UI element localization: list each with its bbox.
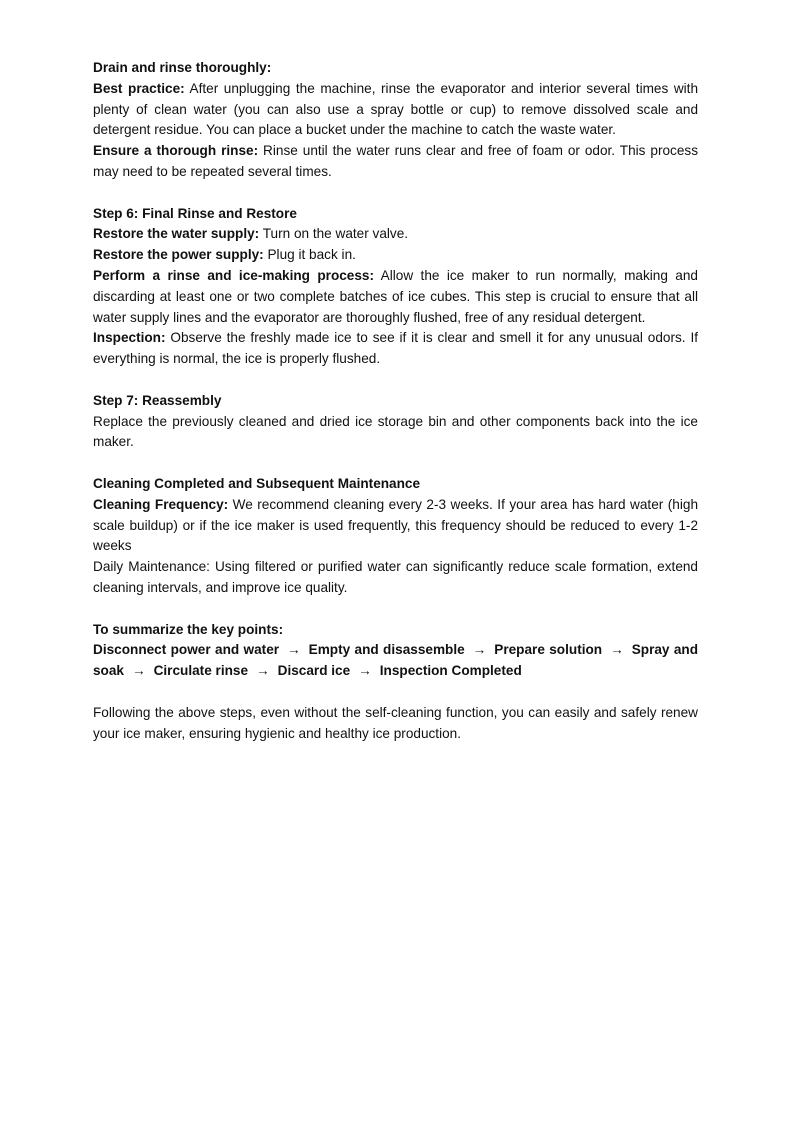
frequency-label: Cleaning Frequency: <box>93 496 229 512</box>
arrow-right-icon: → <box>610 642 624 658</box>
maintenance-heading: Cleaning Completed and Subsequent Maintenance <box>93 475 421 491</box>
frequency-text: We recommend cleaning every 2-3 weeks. If your area has hard water (high scale buildup) or if the ice maker is used frequently, this frequency should be reduced to every 1-2 weeks <box>93 496 699 554</box>
inspection-text: Observe the freshly made ice to see if it is clear and smell it for any unusual odors. If everything is normal, the ice is properly flushed. <box>93 330 698 367</box>
arrow-right-icon: → <box>287 642 301 658</box>
frequency-paragraph <box>93 495 698 557</box>
arrow-right-icon: → <box>256 663 270 679</box>
arrow-right-icon: → <box>472 642 487 658</box>
restore-water-label: Restore the water supply: <box>93 226 260 242</box>
best-practice-label: Best practice: <box>93 80 185 96</box>
restore-power-paragraph <box>93 245 698 266</box>
spacer <box>93 370 698 391</box>
rinse-process-text: Allow the ice maker to run normally, making and discarding at least one or two complete batches of ice cubes. This step is crucial to ensure that all water supply lines and the evaporator are thoroughly flushed, free of any residual detergent. <box>93 267 698 325</box>
spacer <box>93 453 698 474</box>
inspection-label: Inspection: <box>93 330 166 346</box>
flow-step: Inspection Completed <box>379 663 522 679</box>
document-page <box>93 58 698 744</box>
step7-heading: Step 7: Reassembly <box>93 392 222 408</box>
spacer <box>93 599 698 620</box>
ensure-rinse-label: Ensure a thorough rinse: <box>93 143 259 159</box>
flow-step: Spray and soak <box>93 642 699 679</box>
arrow-right-icon: → <box>131 663 146 679</box>
flow-step: Prepare solution <box>494 642 603 658</box>
summary-flow <box>93 640 698 682</box>
step6-heading: Step 6: Final Rinse and Restore <box>93 205 297 221</box>
restore-power-label: Restore the power supply: <box>93 247 264 263</box>
reassembly-paragraph: Replace the previously cleaned and dried ice storage bin and other components back into the ice maker. <box>93 413 698 450</box>
best-practice-paragraph <box>93 79 698 141</box>
flow-step: Empty and disassemble <box>308 642 465 658</box>
summary-heading: To summarize the key points: <box>93 621 284 637</box>
rinse-process-paragraph <box>93 266 698 328</box>
flow-step: Disconnect power and water <box>93 642 280 658</box>
arrow-right-icon: → <box>358 663 372 679</box>
ensure-rinse-text: Rinse until the water runs clear and free of foam or odor. This process may need to be repeated several times. <box>93 143 698 179</box>
restore-water-paragraph <box>93 224 698 245</box>
drain-heading: Drain and rinse thoroughly: <box>93 60 272 75</box>
rinse-process-label: Perform a rinse and ice-making process: <box>93 267 375 283</box>
restore-power-text: Plug it back in. <box>263 247 356 263</box>
restore-water-text: Turn on the water valve. <box>259 226 409 242</box>
spacer <box>93 682 698 703</box>
spacer <box>93 183 698 204</box>
flow-step: Circulate rinse <box>153 663 249 679</box>
ensure-rinse-paragraph <box>93 141 698 183</box>
inspection-paragraph <box>93 328 698 370</box>
flow-step: Discard ice <box>277 663 351 679</box>
daily-maintenance-paragraph: Daily Maintenance: Using filtered or purified water can significantly reduce scale formation, extend cleaning intervals, and improve ice quality. <box>93 559 698 595</box>
closing-paragraph: Following the above steps, even without the self-cleaning function, you can easily and safely renew your ice maker, ensuring hygienic and healthy ice production. <box>93 704 698 741</box>
best-practice-text: After unplugging the machine, rinse the evaporator and interior several times with plenty of clean water (you can also use a spray bottle or cup) to remove dissolved scale and detergent residue. You can place a bucket under the machine to catch the waste water. <box>93 80 699 138</box>
